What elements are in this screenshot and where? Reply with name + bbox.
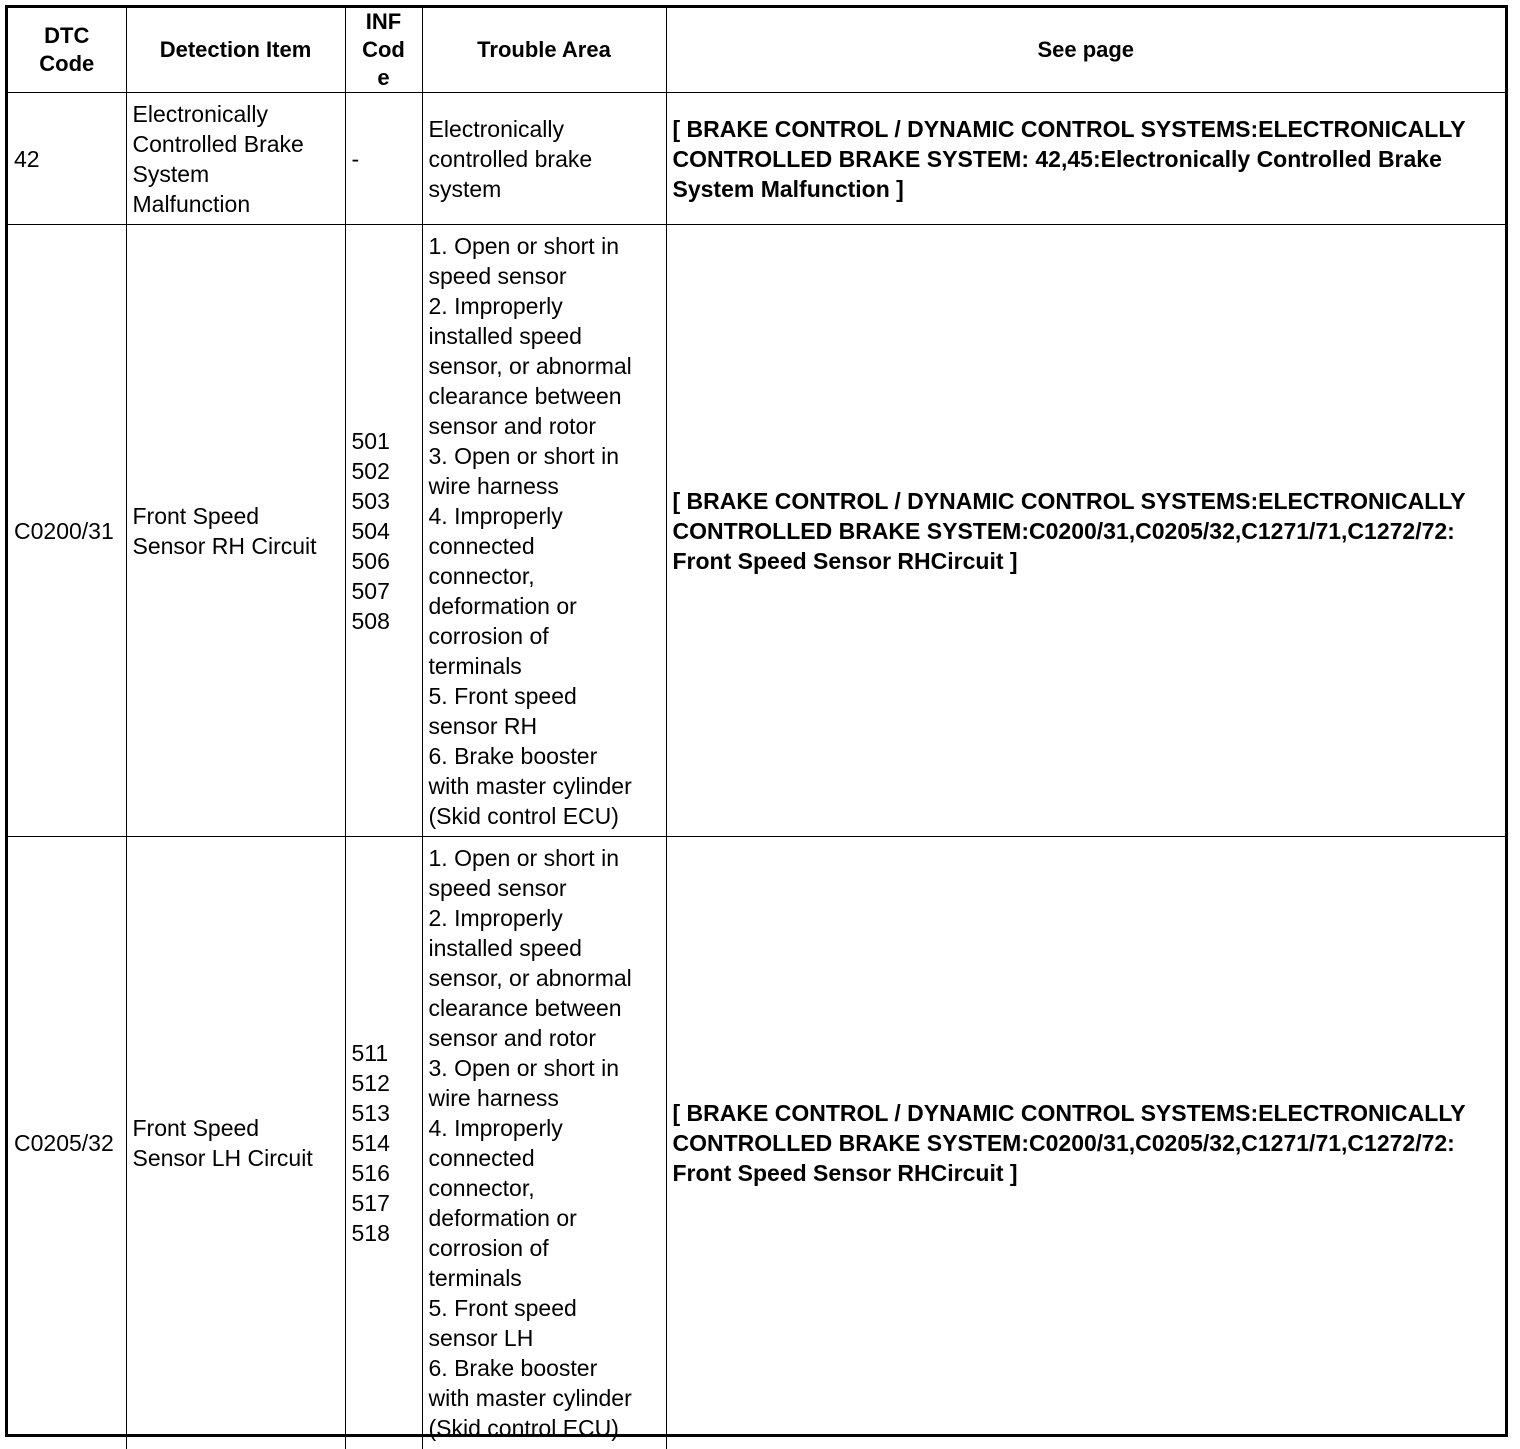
inf-code-line: 516 [351,1159,390,1186]
inf-code-line: 514 [351,1129,390,1156]
see-page-line: Electronically Controlled Brake System Malfunction ] [672,145,1442,202]
detection-item-line: Controlled Brake [132,130,304,157]
inf-code-line: 504 [351,517,390,544]
inf-code-cell [345,93,422,225]
table-row [8,225,1505,837]
trouble-area-line: sensor, or abnormal [428,964,632,991]
detection-item-line: System [132,160,210,187]
inf-code-line: 506 [351,547,390,574]
inf-code-line: 503 [351,487,390,514]
trouble-area-line: sensor and rotor [428,1024,596,1051]
inf-code-line: 518 [351,1219,390,1246]
see-page-line: ELECTRONICALLY CONTROLLED BRAKE SYSTEM: [672,1099,1466,1156]
trouble-area-line: 1. Open or short in [428,844,619,871]
trouble-area-line: controlled brake [428,145,593,172]
trouble-area-line: 5. Front speed [428,682,577,709]
see-page-link[interactable] [666,837,1505,1449]
table-row [8,837,1505,1449]
inf-code-line: 512 [351,1069,390,1096]
trouble-area-line: terminals [428,1264,522,1291]
dtc-code-cell: 42 [8,93,126,225]
dtc-table [8,8,1505,1449]
trouble-area-line: connected [428,532,535,559]
inf-code-line: 511 [351,1039,389,1066]
trouble-area-line: 3. Open or short in [428,1054,619,1081]
trouble-area-line: corrosion of [428,622,549,649]
trouble-area-line: 4. Improperly [428,502,563,529]
see-page-line: ELECTRONICALLY CONTROLLED BRAKE SYSTEM: 42,45: [672,115,1466,172]
trouble-area-line: 6. Brake booster [428,742,598,769]
see-page-line: C0200/31,C0205/32,C1271/71,C1272/72: Front Speed Sensor RH [672,1129,1455,1186]
trouble-area-line: (Skid control ECU) [428,802,619,829]
trouble-area-line: sensor LH [428,1324,534,1351]
trouble-area-line: sensor, or abnormal [428,352,632,379]
trouble-area-line: connected [428,1144,535,1171]
trouble-area-line: deformation or [428,1204,577,1231]
detection-item-line: Malfunction [132,190,251,217]
detection-item-line: Front Speed [132,1114,260,1141]
trouble-area-line: 3. Open or short in [428,442,619,469]
trouble-area-line: connector, [428,562,535,589]
header-trouble-area: Trouble Area [422,8,666,93]
see-page-line: [ BRAKE CONTROL / DYNAMIC CONTROL SYSTEMS: [672,115,1259,142]
dtc-code-cell: C0200/31 [8,225,126,837]
detection-item-cell [126,837,345,1449]
inf-code-line: 513 [351,1099,390,1126]
see-page-link[interactable] [666,225,1505,837]
detection-item-line: Sensor LH Circuit [132,1144,313,1171]
detection-item-cell [126,225,345,837]
trouble-area-line: clearance between [428,382,622,409]
trouble-area-line: with master cylinder [428,772,632,799]
trouble-area-cell [422,93,666,225]
detection-item-cell [126,93,345,225]
see-page-line: C0200/31,C0205/32,C1271/71,C1272/72: Front Speed Sensor RH [672,517,1455,574]
trouble-area-line: with master cylinder [428,1384,632,1411]
dtc-code-cell: C0205/32 [8,837,126,1449]
see-page-line: ELECTRONICALLY CONTROLLED BRAKE SYSTEM: [672,487,1466,544]
table-row [8,93,1505,225]
inf-code-line: 502 [351,457,390,484]
trouble-area-line: 5. Front speed [428,1294,577,1321]
inf-code-line: - [351,145,360,172]
header-inf-code: INF Code [345,8,422,93]
trouble-area-line: 2. Improperly [428,904,563,931]
dtc-table-frame [5,5,1508,1441]
trouble-area-line: speed sensor [428,262,567,289]
trouble-area-line: 2. Improperly [428,292,563,319]
see-page-line: [ BRAKE CONTROL / DYNAMIC CONTROL SYSTEMS: [672,1099,1259,1126]
trouble-area-line: sensor RH [428,712,538,739]
trouble-area-line: sensor and rotor [428,412,596,439]
trouble-area-line: speed sensor [428,874,567,901]
trouble-area-line: system [428,175,502,202]
inf-code-cell [345,837,422,1449]
see-page-link[interactable] [666,93,1505,225]
trouble-area-line: wire harness [428,472,559,499]
table-header-row [8,8,1505,93]
trouble-area-line: (Skid control ECU) [428,1414,619,1441]
header-see-page: See page [666,8,1505,93]
see-page-line: Circuit ] [930,547,1018,574]
trouble-area-line: clearance between [428,994,622,1021]
trouble-area-line: 4. Improperly [428,1114,563,1141]
trouble-area-line: installed speed [428,322,582,349]
trouble-area-line: installed speed [428,934,582,961]
trouble-area-line: corrosion of [428,1234,549,1261]
inf-code-line: 508 [351,607,390,634]
inf-code-line: 501 [351,427,390,454]
see-page-line: Circuit ] [930,1159,1018,1186]
trouble-area-cell [422,225,666,837]
inf-code-line: 507 [351,577,390,604]
trouble-area-cell [422,837,666,1449]
trouble-area-line: 1. Open or short in [428,232,619,259]
trouble-area-line: terminals [428,652,522,679]
trouble-area-line: Electronically [428,115,564,142]
detection-item-line: Front Speed [132,502,260,529]
detection-item-line: Sensor RH Circuit [132,532,317,559]
trouble-area-line: connector, [428,1174,535,1201]
header-dtc-code: DTC Code [8,8,126,93]
trouble-area-line: deformation or [428,592,577,619]
trouble-area-line: 6. Brake booster [428,1354,598,1381]
inf-code-cell [345,225,422,837]
header-detection-item: Detection Item [126,8,345,93]
trouble-area-line: wire harness [428,1084,559,1111]
detection-item-line: Electronically [132,100,268,127]
inf-code-line: 517 [351,1189,390,1216]
see-page-line: [ BRAKE CONTROL / DYNAMIC CONTROL SYSTEMS: [672,487,1259,514]
